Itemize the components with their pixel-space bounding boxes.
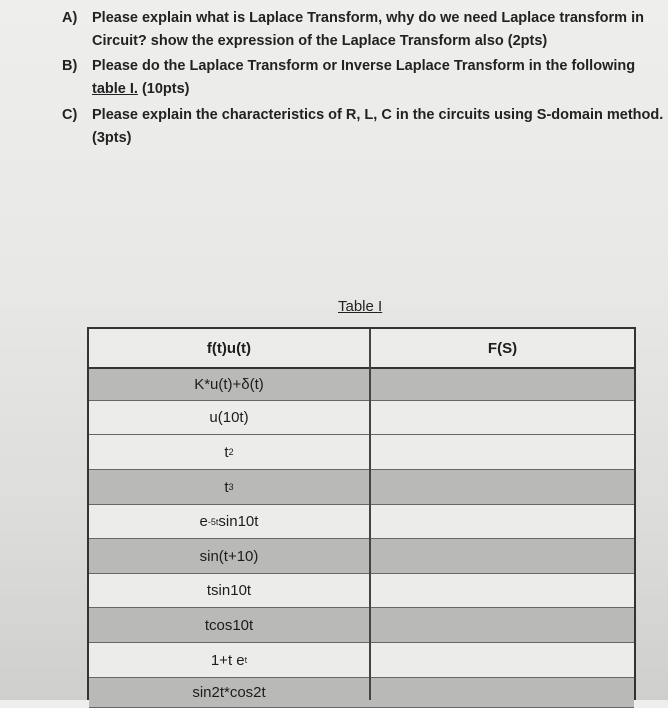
question-marker: B)	[62, 58, 78, 74]
table-reference: table I.	[92, 81, 138, 97]
time-function-cell: tsin10t	[206, 582, 252, 599]
question-text-line2: table I. (10pts)	[92, 81, 190, 97]
time-function-cell: t 3	[224, 478, 234, 496]
laplace-answer-cell[interactable]	[371, 608, 634, 642]
table-row	[89, 470, 634, 505]
table-row	[89, 401, 634, 435]
laplace-answer-cell[interactable]	[371, 574, 634, 607]
question-text-line1: Please explain the characteristics of R, L, C in the circuits using S-domain method.	[92, 107, 664, 123]
laplace-answer-cell[interactable]	[371, 678, 634, 707]
time-function-cell: u(10t)	[209, 409, 249, 426]
time-function-cell: e -5t sin10t	[199, 513, 259, 530]
laplace-answer-cell[interactable]	[371, 505, 634, 538]
time-function-cell: tcos10t	[204, 616, 254, 634]
table-row	[89, 643, 634, 678]
time-function-cell: K*u(t)+δ(t)	[194, 376, 264, 393]
question-text-line2: (3pts)	[92, 130, 132, 146]
question-text-line2: Circuit? show the expression of the Laplace Transform also (2pts)	[92, 33, 548, 49]
table-row	[89, 539, 634, 574]
table-row	[89, 505, 634, 539]
table-row	[89, 608, 634, 643]
laplace-answer-cell[interactable]	[371, 643, 634, 677]
table-row	[89, 574, 634, 608]
question-marker: C)	[62, 107, 78, 123]
column-divider	[369, 329, 371, 700]
laplace-answer-cell[interactable]	[371, 401, 634, 434]
time-function-cell: sin(t+10)	[199, 547, 259, 565]
laplace-answer-cell[interactable]	[371, 435, 634, 469]
table-row	[89, 369, 634, 401]
question-text-line1: Please explain what is Laplace Transform, why do we need Laplace transform in	[92, 10, 644, 26]
table-caption: Table I	[338, 298, 383, 315]
laplace-answer-cell[interactable]	[371, 470, 634, 504]
question-text-line1: Please do the Laplace Transform or Inverse Laplace Transform in the following	[92, 58, 636, 74]
table-row	[89, 435, 634, 470]
laplace-answer-cell[interactable]	[371, 369, 634, 400]
laplace-table	[87, 327, 636, 700]
question-marker: A)	[62, 10, 78, 26]
header-s-domain: F(S)	[487, 339, 518, 357]
time-function-cell: sin2t*cos2t	[192, 684, 266, 701]
laplace-answer-cell[interactable]	[371, 539, 634, 573]
time-function-cell: t 2	[224, 443, 234, 461]
table-row	[89, 678, 634, 708]
header-time-domain: f(t)u(t)	[206, 339, 252, 357]
time-function-cell: 1+t e t	[210, 651, 248, 669]
table-header-row	[89, 329, 634, 369]
